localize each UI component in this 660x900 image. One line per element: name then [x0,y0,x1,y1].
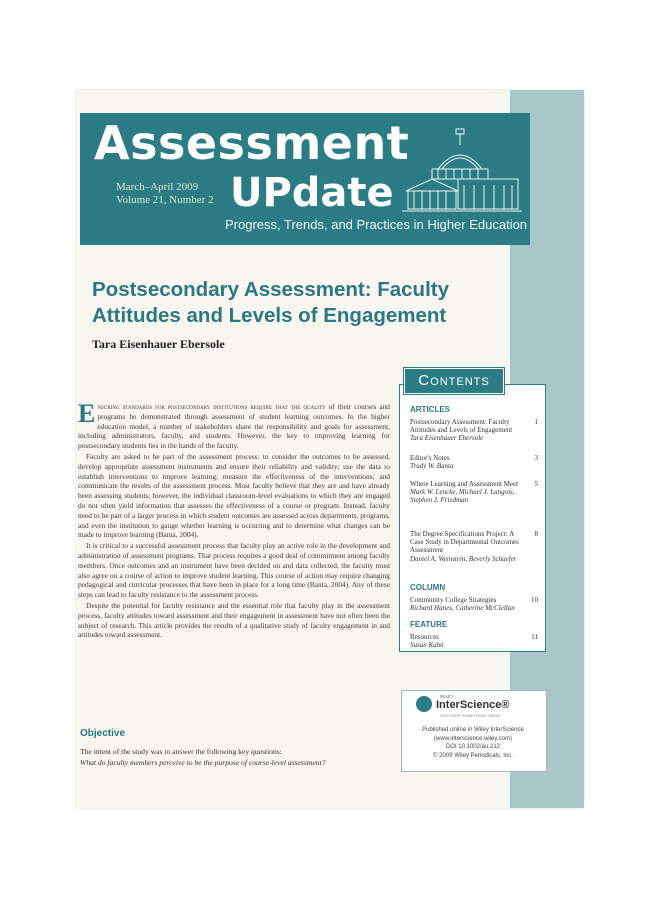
lead-caps: nsuring standards for postsecondary institutions require that the quality [97,402,326,411]
interscience-logo: InterScience® [436,699,510,711]
masthead-title-update: UPdate [230,170,394,216]
contents-entry-title: The Degree Specifications Project: A Case Study in Departmental Outcomes Assessment [410,530,519,555]
issue-date: March–April 2009 [116,181,199,193]
contents-tab [404,368,504,394]
contents-entry-author: Mark W. Lencke, Michael J. Langois, Stephen J. Friedman [410,488,515,505]
contents-entry-title: Editor's Notes [410,454,450,462]
contents-entry-title: Postsecondary Assessment: Faculty Attitudes and Levels of Engagement [410,418,513,435]
contents-entry[interactable] [410,480,538,505]
publication-info [402,726,544,760]
contents-section-feature: FEATURE [410,620,448,629]
contents-entry-title: Where Learning and Assessment Meet [410,480,519,488]
contents-tab-label: ONTENTS [430,376,490,388]
contents-entry-author: Trudy W. Banta [410,462,454,471]
objective-text [80,746,390,768]
contents-entry-author: Tara Eisenhauer Ebersole [410,434,484,443]
contents-entry[interactable] [410,454,538,470]
contents-entry-author: Richard Hanes, Catherine McClellan [410,604,515,613]
issue-volume: Volume 21, Number 2 [116,194,214,206]
contents-entry[interactable] [410,418,538,443]
contents-section-articles: ARTICLES [410,405,450,414]
contents-entry-author: Susan Kahn [410,641,444,650]
masthead-title: Assessment [94,116,410,170]
contents-entry-page: 1 [534,418,538,426]
interscience-tagline: DISCOVER SOMETHING GREAT [440,713,501,718]
body-paragraph: It is critical to a successful assessment process that faculty play an active role in the development and administration of assessment programs. That process requires a good deal of commitment among faculty members. Once outcomes and an instrument have been decided on and data collected, the faculty must also agree on a course of action to improve student learning. This course of action may require changing pedagogical and curricular processes that have been in place for a long time (Banta, 2004). Any of these steps can lead to faculty resistance to the assessment process. [78,541,390,600]
publication-copyright: © 2009 Wiley Periodicals, Inc. [433,752,513,759]
contents-entry[interactable] [410,596,538,612]
body-paragraph [78,399,390,451]
publication-info-line: Published online in Wiley InterScience [422,727,524,733]
contents-entry[interactable] [410,530,538,563]
body-paragraph: Faculty are asked to be part of the assessment process: to consider the outcomes to be assessed, develop appropriate assessment instruments and ensure their reliability and validity; use the data to establish interventions to improve learning; measure the effectiveness of the interventions; and communicate the results of the assessment process. Most faculty believe that they are and have already been assessing students; however, the individual classroom-level evaluations to which they are engaged do not often yield information that assesses the effectiveness of a course or program. Instead, faculty need to be part of a larger process in which student outcomes are assessed across departments, programs, and even the institution to gauge whether learning is occurring and to determine what changes can be made to improve learning (Banta, 2004). [78,451,390,540]
objective-intro: The intent of the study was to answer the following key questions: [80,747,282,756]
contents-entry-page: 8 [534,530,538,538]
contents-entry-page: 3 [534,454,538,462]
drop-cap: E [78,399,96,428]
contents-entry-page: 5 [534,480,538,488]
wiley-label: WILEY [440,694,455,699]
objective-heading: Objective [80,728,126,739]
publication-doi: DOI 10.1002/au.212 [445,744,501,750]
contents-entry[interactable] [410,633,538,649]
paragraph-text: of their courses and programs be demonstrated through assessment of student learning outcomes. In the higher education model, a number of stakeholders share the responsibility and goals for assessment, including administrators, faculty, and students. However, the key to improving learning for postsecondary students lies in the hands of the faculty. [78,402,390,451]
contents-tab-initial: C [418,372,431,389]
contents-entry-page: 11 [531,633,538,641]
headline-line-2: Attitudes and Levels of Engagement [92,304,447,327]
contents-entry-page: 10 [531,596,538,604]
body-paragraph: Despite the potential for faculty resistance and the essential role that faculty play in the assessment process, faculty attitudes toward assessment and their engagement in assessment have not often been the subject of research. This article provides the results of a qualitative study of faculty engagement in and attitudes toward assessment. [78,600,390,640]
issue-info [116,181,214,207]
contents-section-column: COLUMN [410,583,446,592]
masthead-tagline: Progress, Trends, and Practices in Higher Education [225,217,528,232]
contents-entry-author: Daniel A. Weinstein, Beverly Schaefer [410,554,517,563]
contents-entry-title: Community College Strategies [410,596,497,604]
wiley-globe-icon [416,696,432,712]
publication-info-line: (www.interscience.wiley.com) [434,735,512,742]
contents-entry-title: Resources [410,633,439,641]
masthead [80,113,530,245]
article-headline [92,277,492,329]
objective-question: What do faculty members perceive to be the purpose of course-level assessment? [80,758,326,767]
article-author: Tara Eisenhauer Ebersole [92,337,225,351]
article-body [78,399,390,641]
capitol-building-icon [402,123,524,215]
headline-line-1: Postsecondary Assessment: Faculty [92,278,449,301]
